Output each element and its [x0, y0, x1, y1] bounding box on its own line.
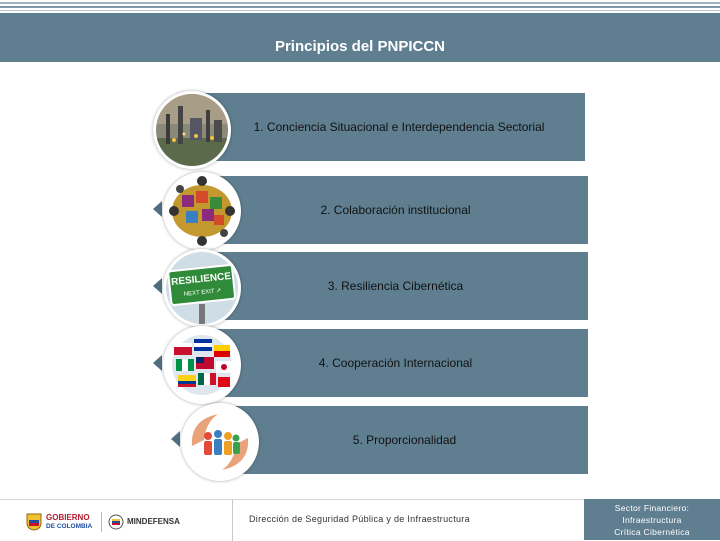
- principle-label-3: 3. Resiliencia Cibernética: [327, 279, 464, 293]
- people-hands-icon: [181, 403, 259, 481]
- flags-globe-icon: [163, 326, 241, 404]
- principle-box-2: [203, 176, 588, 244]
- footer-right: [584, 499, 720, 540]
- resilience-sign-title: RESILIENCE: [170, 270, 232, 289]
- principle-label-2: 2. Colaboración institucional: [320, 203, 471, 217]
- principle-arrow-3: [153, 278, 162, 294]
- principle-box-5: [221, 406, 588, 474]
- principle-label-1: 1. Conciencia Situacional e Interdependencia Sectorial: [253, 120, 545, 134]
- mindefensa-logo-text: MINDEFENSA: [127, 517, 180, 526]
- resilience-sign-icon: [163, 249, 241, 327]
- top-line-1: [0, 2, 720, 4]
- principle-box-3: [203, 252, 588, 320]
- industrial-plant-icon: [153, 91, 231, 169]
- footer-center-text: Dirección de Seguridad Pública y de Infraestructura: [249, 514, 470, 524]
- top-line-2: [0, 6, 720, 8]
- principle-arrow-2: [153, 201, 162, 217]
- principle-box-1: [193, 93, 585, 161]
- footer: [0, 499, 720, 540]
- principle-label-5: 5. Proporcionalidad: [352, 433, 457, 447]
- principle-arrow-5: [171, 431, 180, 447]
- footer-logos: [0, 499, 232, 541]
- slide-title: Principios del PNPICCN: [274, 38, 446, 55]
- mindefensa-shield-icon: [108, 513, 124, 531]
- principle-label-4: 4. Cooperación Internacional: [318, 356, 473, 370]
- gov-logo-line1: GOBIERNO: [46, 513, 90, 522]
- footer-right-line-1: Sector Financiero:: [614, 503, 690, 513]
- principle-arrow-4: [153, 355, 162, 371]
- resilience-sign-subtitle: NEXT EXIT ↗: [183, 288, 222, 298]
- logo-separator: [101, 512, 102, 532]
- collaboration-puzzle-icon: [163, 172, 241, 250]
- footer-center: [232, 499, 585, 541]
- footer-right-line-3: Crítica Cibernética: [614, 527, 690, 537]
- footer-right-line-2: Infraestructura: [622, 515, 682, 525]
- colombia-shield-icon: [26, 513, 42, 531]
- gov-logo-line2: DE COLOMBIA: [46, 523, 93, 530]
- principle-box-4: [203, 329, 588, 397]
- top-line-3: [0, 10, 720, 11]
